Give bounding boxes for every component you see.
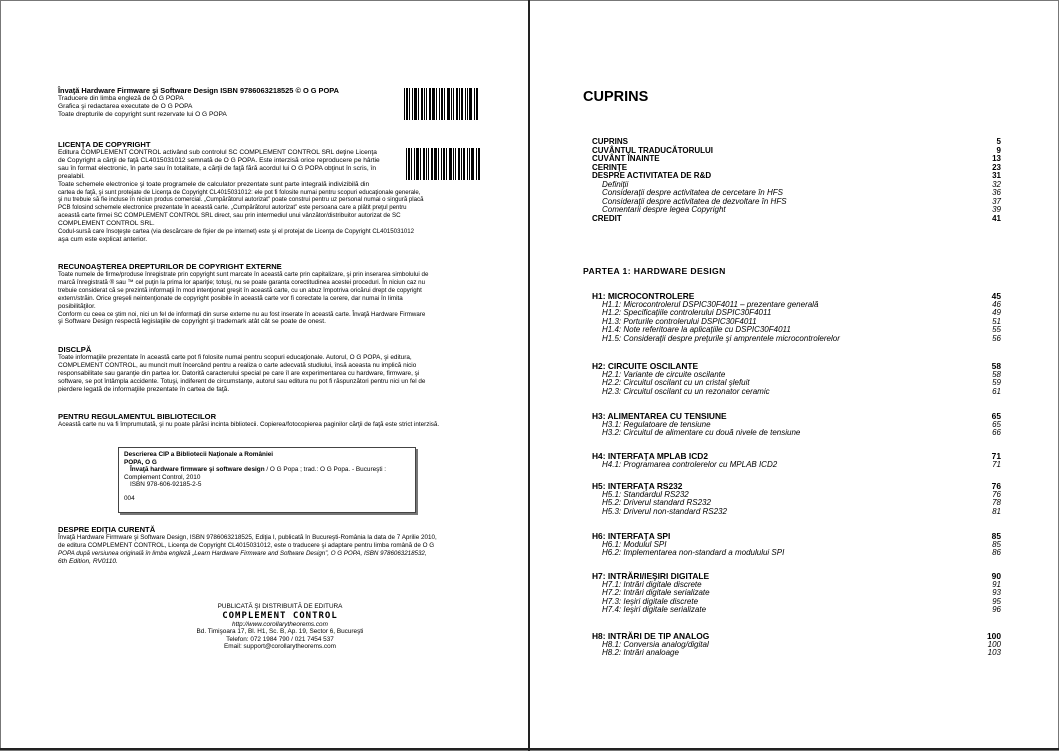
toc-entry-label: CUPRINS (592, 137, 629, 146)
cip-isbn: ISBN 978-606-92185-2-5 (130, 481, 202, 489)
toc-entry[interactable] (592, 215, 1001, 224)
book-title-line: Învaţă Hardware Firmware şi Software Design ISBN 9786063218525 © O G POPA (58, 86, 339, 95)
toc-entry[interactable] (592, 172, 1001, 181)
toc-page-number: 93 (992, 588, 1001, 597)
header-line: Traducere din limba engleză de O G POPA (58, 95, 184, 102)
recognition-line: Conform cu ceea ce ştim noi, nici un fel de informaţii din surse externe nu au fost inserate în această carte. Învaţă Hardware Firmware (58, 310, 426, 318)
toc-subentry[interactable] (592, 549, 1001, 558)
toc-section (592, 632, 1001, 658)
toc-entry-label: H7.1: Intrări digitale discrete (602, 579, 702, 589)
edition-heading: DESPRE EDIŢIA CURENTĂ (58, 525, 156, 534)
header-line: Toate drepturile de copyright sunt rezervate lui O G POPA (58, 110, 227, 118)
license-line: sau în format electronic, în parte sau în totalitate, a cărţii de faţă fără acordul lui O G POPA obţinut în scris, în (58, 164, 376, 172)
toc-section (592, 532, 1001, 558)
page-divider (528, 0, 530, 751)
cip-title: Învaţă hardware firmware şi software design (130, 466, 265, 474)
edition-section (58, 525, 476, 566)
toc-entry-label: H6.1: Modulul SPI (602, 539, 667, 549)
toc-entry-label: CUVÂNTUL TRADUCĂTORULUI (592, 145, 714, 155)
edition-line: POPA după versiunea originală în limba engleză „Learn Hardware Firmware and Software Design”, O G POPA, ISBN 9786063218532, (58, 549, 427, 557)
toc-page-number: 23 (992, 162, 1001, 172)
header-line: Grafica şi redactarea executate de O G POPA (58, 102, 193, 110)
toc-entry-label: H2: CIRCUITE OSCILANTE (592, 361, 699, 371)
publisher-email[interactable]: Email: support@corollarytheorems.com (224, 643, 336, 651)
libraries-section (58, 412, 476, 429)
disclaimer-line: software, se pot întâmpla accidente. Totuşi, indiferent de circumstanţe, autorul sau editura nu pot fi răspunzători pentru nici un fel de (58, 377, 426, 385)
publisher-intro: PUBLICATĂ ŞI DISTRIBUITĂ DE EDITURA (217, 603, 343, 610)
toc-page-number: 39 (992, 205, 1001, 214)
cip-box (118, 447, 416, 513)
toc-entry-label: H3: ALIMENTAREA CU TENSIUNE (592, 411, 727, 421)
toc-page-number: 100 (987, 639, 1001, 649)
recognition-line: şi Software Design respectă legislaţiile de copyright şi trademark atât cât se poate de onest. (58, 318, 326, 326)
toc-title: CUPRINS (583, 89, 649, 105)
toc-page-number: 56 (992, 333, 1001, 343)
toc-page-number: 41 (992, 213, 1001, 223)
license-line: Editura COMPLEMENT CONTROL activând sub controlul SC COMPLEMENT CONTROL SRL deţine Licenţa (58, 149, 377, 156)
toc-entry-label: H7: INTRĂRI/IEŞIRI DIGITALE (592, 571, 710, 581)
disclaimer-line: responsabilitate sau garanţie din partea lor. Datorită caracterului special pe care îl are experimentarea cu hardware, firmware, şi (58, 369, 420, 377)
toc-entry-label: CERINŢE (592, 162, 628, 172)
publisher-address: Bd. Timişoara 17, Bl. H1, Sc. B, Ap. 19, Sector 6, Bucureşti (196, 628, 364, 636)
toc-page-number: 49 (992, 308, 1001, 317)
toc-page-number: 95 (992, 596, 1001, 606)
toc-entry-label: H1: MICROCONTROLERE (592, 291, 695, 301)
edition-line: 6th Edition, RV0110. (58, 557, 118, 565)
toc-page-number: 91 (992, 579, 1001, 589)
cip-title-line (124, 466, 410, 474)
toc-section (592, 482, 1001, 516)
toc-entry-label: H2.2: Circuitul oscilant cu un cristal şlefuit (602, 378, 750, 387)
bottom-edge (0, 748, 1059, 750)
toc-page-number: 71 (991, 451, 1001, 461)
toc-entry-label: H1.3: Porturile controlerului DSPIC30F4011 (602, 316, 757, 326)
toc-page-number: 36 (992, 188, 1001, 197)
toc-page-number: 65 (991, 411, 1001, 421)
toc-entry-label: Definiţii (602, 179, 629, 189)
recognition-heading: RECUNOAŞTEREA DREPTURILOR DE COPYRIGHT EXTERNE (58, 262, 282, 271)
toc-entry-label: H8: INTRĂRI DE TIP ANALOG (592, 631, 710, 641)
toc-subentry[interactable] (592, 206, 1001, 215)
toc-entry-label: H3.2: Circuitul de alimentare cu două nivele de tensiune (602, 428, 801, 437)
recognition-section (58, 262, 476, 326)
recognition-line: trebuie considerat că se prezintă informaţii în mod intenţionat greşit în această carte, cu un abuz împotriva oricărui drept de copyright (58, 286, 422, 294)
toc-entry-label: CREDIT (592, 213, 622, 223)
license-heading: LICENŢA DE COPYRIGHT (58, 140, 151, 149)
toc-subentry[interactable] (592, 429, 1001, 438)
cip-line: 004 (124, 494, 135, 502)
toc-section (592, 292, 1001, 343)
disclaimer-line: COMPLEMENT CONTROL, au muncit mult încercând pentru a realiza o carte adecvată studiului, însă aceasta nu implică nicio (58, 361, 417, 369)
toc-section (592, 452, 1001, 469)
disclaimer-section (58, 345, 476, 394)
toc-page-number: 55 (992, 325, 1001, 334)
toc-page-number: 46 (992, 299, 1001, 309)
toc-entry-label: H2.3: Circuitul oscilant cu un rezonator ceramic (602, 386, 770, 396)
toc-subentry[interactable] (592, 388, 1001, 397)
toc-entry-label: DESPRE ACTIVITATEA DE R&D (592, 171, 712, 180)
toc-entry-label: H8.2: Intrări analoage (602, 648, 679, 657)
toc-entry-label: H8.1: Conversia analog/digital (602, 639, 709, 649)
toc-subentry[interactable] (592, 335, 1001, 344)
toc-entry[interactable] (592, 155, 1001, 164)
toc-page-number: 5 (996, 137, 1001, 146)
toc-page-number: 31 (992, 171, 1001, 180)
toc-page-number: 58 (991, 361, 1001, 371)
toc-entry-label: H5.2: Driverul standard RS232 (602, 498, 711, 507)
toc-entry-label: H6.2: Implementarea non-standard a modulului SPI (602, 548, 785, 557)
toc-page-number: 32 (992, 179, 1001, 189)
recognition-line: extern/străin. Orice greşeli neintenţionate de copyright posibile în această carte vor fi corectate la cerere, dar numai în limita (58, 294, 403, 302)
toc-page-number: 61 (992, 386, 1001, 396)
publisher-block (180, 603, 380, 651)
part-title: PARTEA 1: HARDWARE DESIGN (583, 266, 726, 276)
toc-entry-label: H1.2: Specificaţiile controlerului DSPIC30F4011 (602, 308, 772, 317)
toc-page-number: 100 (987, 631, 1001, 641)
license-line: şi nu trebuie să fie incluse în niciun produs comercial. „Cumpărătorul autorizat” poate construi pentru uz personal numai o singură placă (58, 196, 424, 204)
toc-entry-label: H2.1: Variante de circuite oscilante (602, 369, 726, 379)
toc-page-number: 76 (992, 489, 1001, 499)
toc-page-number: 37 (992, 196, 1001, 206)
toc-entry-label: H4.1: Programarea controlerelor cu MPLAB ICD2 (602, 459, 778, 469)
cip-line: POPA, O G (124, 458, 157, 466)
license-line: Toate schemele electronice şi toate programele de calculator prezentate sunt parte integrală indivizibilă din (58, 180, 370, 188)
toc-page-number: 76 (991, 481, 1001, 491)
license-line: PCB folosind schemele electronice prezentate în această carte. „Cumpărătorul autorizat” este persoana care a plătit preţul pentru (58, 204, 407, 212)
toc-page-number: 81 (992, 506, 1001, 516)
disclaimer-line: pierdere legată de informaţiile prezentate în cartea de faţă. (58, 385, 230, 393)
toc-page-number: 45 (991, 291, 1001, 301)
toc-page-number: 65 (992, 419, 1001, 429)
toc-section (592, 572, 1001, 615)
license-line: Codul-sursă care însoţeşte cartea (via descărcare de fişier de pe internet) este şi el protejat de Licenţa de Copyright CL4015031012 (58, 228, 415, 236)
cip-line: Descrierea CIP a Bibliotecii Naţionale a României (124, 451, 274, 458)
license-line: COMPLEMENT CONTROL SRL. (58, 220, 155, 228)
cip-line: Complement Control, 2010 (124, 473, 201, 481)
toc-page-number: 9 (996, 145, 1001, 155)
recognition-line: posibilităţilor. (58, 302, 96, 310)
publisher-url[interactable]: http://www.corollarytheorems.com (232, 620, 328, 628)
disclaimer-line: Toate informaţiile prezentate în această carte pot fi folosite numai pentru scopuri educaţionale. Autorul, O G POPA, şi editura, (58, 354, 412, 361)
toc-page-number: 86 (992, 548, 1001, 557)
toc-entry-label: H7.4: Ieşiri digitale serializate (602, 605, 707, 614)
toc-entry-label: Consideraţii despre activitatea de cercetare în HFS (602, 188, 783, 197)
toc-page-number: 66 (992, 428, 1001, 437)
toc-entry-label: Comentarii despre legea Copyright (602, 205, 726, 214)
license-line: cartea de faţă, şi sunt protejate de Licenţa de Copyright CL4015031012: ele pot fi folosite numai pentru scopuri educaţionale generale, (58, 188, 421, 196)
toc-entry-label: H1.5: Consideraţii despre preţurile şi amprentele microcontrolerelor (602, 333, 840, 343)
toc-section (592, 412, 1001, 438)
toc-page-number: 71 (992, 459, 1001, 469)
toc-page-number: 96 (992, 605, 1001, 614)
toc-page-number: 13 (992, 154, 1001, 163)
toc-entry-label: H1.4: Note referitoare la aplicaţiile cu DSPIC30F4011 (602, 325, 791, 334)
license-line: această carte firmei SC COMPLEMENT CONTROL SRL direct, sau prin intermediul unui vânzător/distribuitor autorizat de SC (58, 212, 401, 220)
toc-subentry[interactable] (592, 649, 1001, 658)
edition-line: Învaţă Hardware Firmware şi Software Design, ISBN 9786063218525, Ediţia I, publicată în Bucureşti-România la data de 7 Aprilie 2010, (58, 534, 437, 541)
toc-subentry[interactable] (592, 508, 1001, 517)
libraries-line: Această carte nu va fi împrumutată, şi nu poate părăsi incinta bibliotecii. Copierea/fotocopierea paginilor cărţii de faţă este strict interzisă. (58, 421, 440, 428)
toc-entry-label: H4: INTERFAŢA MPLAB ICD2 (592, 451, 709, 461)
toc-page-number: 85 (992, 539, 1001, 549)
recognition-line: marcă înregistrată ® sau ™ cel puţin la prima lor apariţie; totuşi, nu se poate garanta corectitudinea acestei proceduri. În niciun caz nu (58, 278, 426, 286)
cip-line: / O G Popa ; trad.: O G Popa. - Bucureşti : (264, 466, 387, 474)
toc-entry-label: Consideraţii despre activitatea de dezvoltare în HFS (602, 196, 787, 206)
toc-entry-label: H6: INTERFAŢA SPI (592, 531, 671, 541)
toc-section (592, 362, 1001, 396)
toc-entry-label: H5.1: Standardul RS232 (602, 489, 689, 499)
license-line: prealabil. (58, 172, 85, 180)
toc-page-number: 59 (992, 378, 1001, 387)
toc-page-number: 51 (992, 316, 1001, 326)
front-matter-toc (592, 138, 1001, 223)
barcode-top (404, 88, 479, 120)
toc-page-number: 58 (992, 369, 1001, 379)
toc-entry-label: H7.3: Ieşiri digitale discrete (602, 596, 699, 606)
libraries-heading: PENTRU REGULAMENTUL BIBLIOTECILOR (58, 412, 217, 421)
toc-entry-label: H7.2: Intrări digitale serializate (602, 588, 710, 597)
toc-entry-label: H5: INTERFAŢA RS232 (592, 481, 683, 491)
toc-subentry[interactable] (592, 461, 1001, 470)
toc-page-number: 103 (987, 648, 1001, 657)
edition-line: de editura COMPLEMENT CONTROL, Licenţa de Copyright CL4015031012, este o traducere şi adaptare pentru limba română de O G (58, 541, 435, 549)
toc-subentry[interactable] (592, 606, 1001, 615)
license-line: aşa cum este explicat anterior. (58, 235, 148, 243)
barcode-license (406, 148, 481, 180)
toc-page-number: 90 (991, 571, 1001, 581)
disclaimer-heading: DISCLPĂ (58, 345, 92, 354)
publisher-phone: Telefon: 072 1984 790 / 021 7454 537 (226, 635, 334, 643)
toc-entry-label: H1.1: Microcontrolerul DSPIC30F4011 – prezentare generală (602, 299, 819, 309)
license-line: de Copyright a cărţii de faţă CL4015031012 semnată de O G POPA. Este interzisă orice reproducere pe hârtie (58, 156, 380, 164)
toc-page-number: 78 (992, 498, 1001, 507)
toc-entry-label: CUVÂNT ÎNAINTE (592, 154, 660, 163)
toc-entry-label: H3.1: Regulatoare de tensiune (602, 419, 711, 429)
publisher-logo: COMPLEMENT CONTROL (222, 610, 338, 621)
toc-entry-label: H5.3: Driverul non-standard RS232 (602, 506, 727, 516)
toc-page-number: 85 (991, 531, 1001, 541)
recognition-line: Toate numele de firme/produse înregistrate prin copyright sunt marcate în această carte prin capitalizare, şi prin inserarea simbolului de (58, 271, 429, 278)
